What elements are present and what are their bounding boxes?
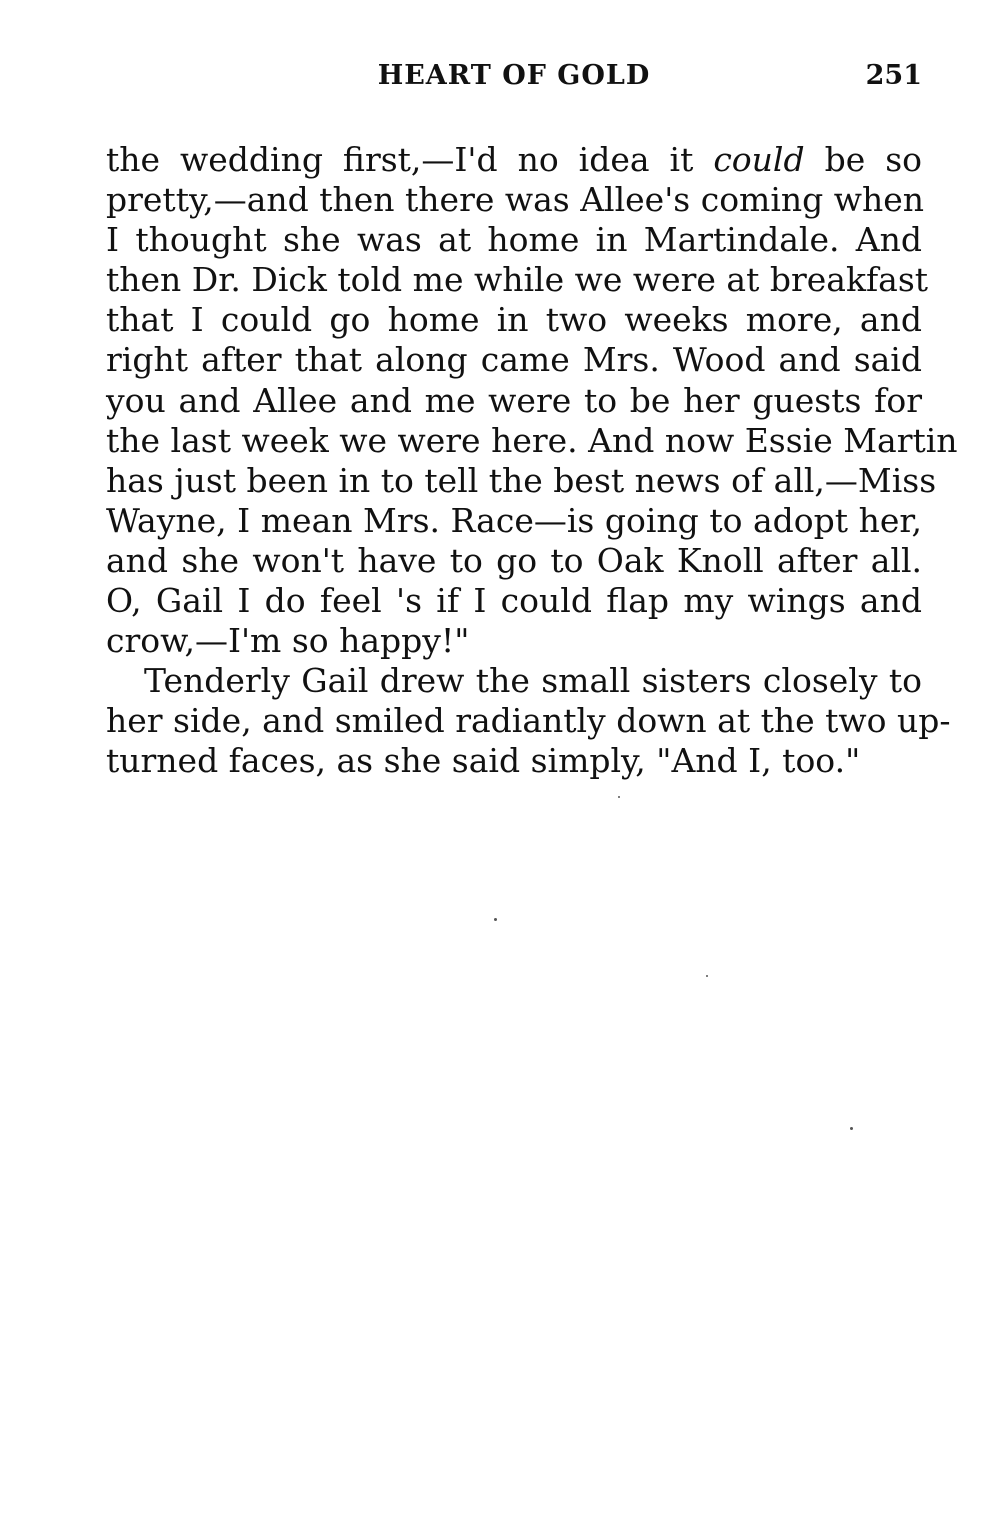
running-head — [106, 60, 922, 100]
text-line: and she won't have to go to Oak Knoll after all. — [106, 540, 922, 580]
running-title: HEART OF GOLD — [377, 60, 651, 91]
text-line: that I could go home in two weeks more, and — [106, 300, 922, 340]
text-line: right after that along came Mrs. Wood and said — [106, 340, 922, 380]
page-number: 251 — [865, 60, 922, 91]
text-line: Wayne, I mean Mrs. Race—is going to adopt her, — [106, 500, 922, 540]
text-line: her side, and smiled radiantly down at the two up- — [106, 701, 951, 741]
text-line: has just been in to tell the best news of all,—Miss — [106, 460, 937, 500]
text-line: O, Gail I do feel 's if I could flap my wings and — [106, 581, 922, 621]
text-line: turned faces, as she said simply, "And I, too." — [106, 741, 861, 781]
text-line-start: the wedding first,—I'd no idea it — [106, 140, 714, 179]
text-line: then Dr. Dick told me while we were at breakfast — [106, 260, 929, 300]
scan-speck — [494, 918, 497, 921]
scan-speck — [706, 975, 708, 977]
emphasis: could — [713, 140, 805, 179]
scan-speck — [618, 796, 620, 798]
text-line: you and Allee and me were to be her guests for — [106, 380, 922, 420]
text-line: I thought she was at home in Martindale. And — [106, 220, 922, 260]
body-text — [106, 140, 958, 782]
text-line: pretty,—and then there was Allee's coming when — [106, 180, 925, 220]
text-line: the last week we were here. And now Essie Martin — [106, 420, 958, 460]
text-line-end: be so — [804, 140, 922, 179]
text-line — [106, 140, 922, 180]
scan-speck — [850, 1127, 853, 1130]
text-line: Tenderly Gail drew the small sisters closely to — [144, 661, 922, 701]
text-line: crow,—I'm so happy!" — [106, 621, 470, 661]
